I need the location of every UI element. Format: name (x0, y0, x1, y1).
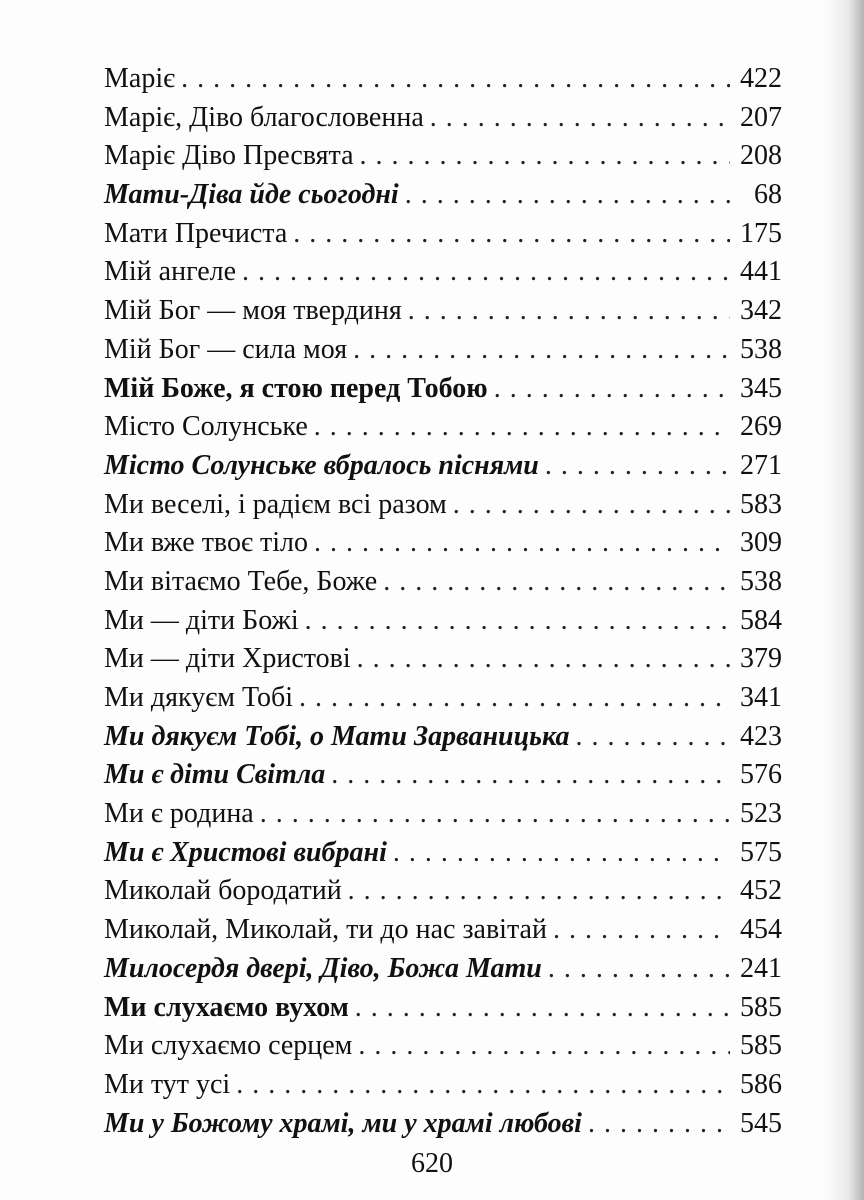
entry-page-number: 208 (740, 140, 782, 172)
index-entry (104, 292, 782, 331)
entry-title: Милосердя двері, Діво, Божа Мати (104, 952, 542, 984)
dot-leader (260, 795, 730, 834)
entry-title: Ми веселі, і радієм всі разом (104, 488, 447, 520)
dot-leader (236, 1066, 730, 1105)
entry-page-number: 583 (740, 488, 782, 520)
dot-leader (393, 834, 730, 873)
dot-leader (453, 486, 730, 525)
dot-leader (360, 137, 730, 176)
entry-page-number: 379 (740, 643, 782, 675)
index-entry (104, 640, 782, 679)
entry-title: Мій Бог — сила моя (104, 333, 348, 365)
index-entry (104, 331, 782, 370)
entry-title: Мати-Діва йде сьогодні (104, 179, 399, 211)
entry-page-number: 452 (740, 875, 782, 907)
entry-page-number: 545 (740, 1107, 782, 1139)
dot-leader (383, 563, 730, 602)
index-entry (104, 795, 782, 834)
dot-leader (355, 989, 730, 1028)
entry-title: Маріє, Діво благословенна (104, 101, 424, 133)
entry-title: Ми тут усі (104, 1068, 231, 1100)
entry-page-number: 585 (740, 991, 782, 1023)
entry-page-number: 538 (740, 565, 782, 597)
dot-leader (358, 1027, 730, 1066)
entry-page-number: 422 (740, 63, 782, 94)
entry-title: Ми є діти Світла (104, 759, 326, 791)
dot-leader (588, 1105, 730, 1144)
index-entry (104, 679, 782, 718)
entry-title: Мій ангеле (104, 256, 237, 288)
entry-title: Місто Солунське вбралось піснями (104, 449, 539, 481)
dot-leader (314, 408, 730, 447)
index-entry (104, 447, 782, 486)
entry-title: Ми слухаємо серцем (104, 1030, 353, 1062)
index-entry (104, 99, 782, 138)
song-index-list (104, 60, 782, 1143)
entry-page-number: 585 (740, 1030, 782, 1062)
dot-leader (494, 370, 730, 409)
entry-title: Маріє Діво Пресвята (104, 140, 354, 172)
index-entry (104, 950, 782, 989)
entry-page-number: 269 (740, 411, 782, 443)
index-entry (104, 137, 782, 176)
entry-page-number: 423 (740, 720, 782, 752)
index-entry (104, 60, 782, 99)
dot-leader (545, 447, 730, 486)
entry-title: Ми дякуєм Тобі, о Мати Зарваницька (104, 720, 570, 752)
entry-title: Ми — діти Христові (104, 643, 351, 675)
entry-title: Ми вітаємо Тебе, Боже (104, 565, 378, 597)
entry-page-number: 454 (740, 914, 782, 946)
dot-leader (553, 911, 730, 950)
dot-leader (314, 524, 730, 563)
entry-title: Маріє (104, 63, 176, 94)
entry-title: Миколай бородатий (104, 875, 342, 907)
index-entry (104, 563, 782, 602)
dot-leader (293, 215, 730, 254)
entry-title: Ми у Божому храмі, ми у храмі любові (104, 1107, 582, 1139)
index-entry (104, 911, 782, 950)
entry-page-number: 584 (740, 604, 782, 636)
entry-page-number: 207 (740, 101, 782, 133)
dot-leader (357, 640, 730, 679)
dot-leader (408, 292, 730, 331)
dot-leader (331, 756, 730, 795)
index-entry (104, 1066, 782, 1105)
index-entry (104, 1105, 782, 1144)
dot-leader (242, 253, 730, 292)
index-entry (104, 989, 782, 1028)
entry-page-number: 575 (740, 836, 782, 868)
index-entry (104, 1027, 782, 1066)
index-entry (104, 253, 782, 292)
dot-leader (299, 679, 730, 718)
dot-leader (575, 718, 730, 757)
dot-leader (430, 99, 730, 138)
entry-page-number: 586 (740, 1068, 782, 1100)
entry-page-number: 341 (740, 682, 782, 713)
dot-leader (348, 872, 730, 911)
entry-title: Ми є Христові вибрані (104, 836, 387, 868)
index-entry (104, 872, 782, 911)
index-entry (104, 486, 782, 525)
index-entry (104, 524, 782, 563)
index-entry (104, 718, 782, 757)
entry-title: Мати Пречиста (104, 217, 288, 249)
entry-title: Ми вже твоє тіло (104, 527, 308, 559)
entry-title: Місто Солунське (104, 411, 308, 443)
entry-page-number: 538 (740, 333, 782, 365)
page-edge-shadow (824, 0, 864, 1200)
entry-title: Ми є родина (104, 798, 254, 830)
entry-title: Ми — діти Божі (104, 604, 299, 636)
index-entry (104, 176, 782, 215)
entry-title: Ми слухаємо вухом (104, 991, 349, 1023)
index-entry (104, 834, 782, 873)
index-entry (104, 602, 782, 641)
entry-page-number: 68 (754, 179, 782, 211)
entry-page-number: 309 (740, 527, 782, 559)
entry-page-number: 342 (740, 295, 782, 327)
entry-page-number: 271 (740, 449, 782, 481)
dot-leader (305, 602, 730, 641)
dot-leader (548, 950, 730, 989)
dot-leader (181, 60, 730, 99)
entry-page-number: 441 (740, 256, 782, 288)
entry-page-number: 175 (740, 217, 782, 249)
index-entry (104, 756, 782, 795)
dot-leader (353, 331, 730, 370)
entry-title: Мій Бог — моя твердиня (104, 295, 402, 327)
entry-title: Мій Боже, я стою перед Тобою (104, 372, 488, 404)
entry-title: Миколай, Миколай, ти до нас завітай (104, 914, 547, 946)
entry-title: Ми дякуєм Тобі (104, 682, 293, 713)
index-entry (104, 370, 782, 409)
index-entry (104, 408, 782, 447)
entry-page-number: 345 (740, 372, 782, 404)
page-number: 620 (411, 1148, 453, 1179)
entry-page-number: 523 (740, 798, 782, 830)
dot-leader (405, 176, 730, 215)
entry-page-number: 241 (740, 952, 782, 984)
entry-page-number: 576 (740, 759, 782, 791)
index-entry (104, 215, 782, 254)
